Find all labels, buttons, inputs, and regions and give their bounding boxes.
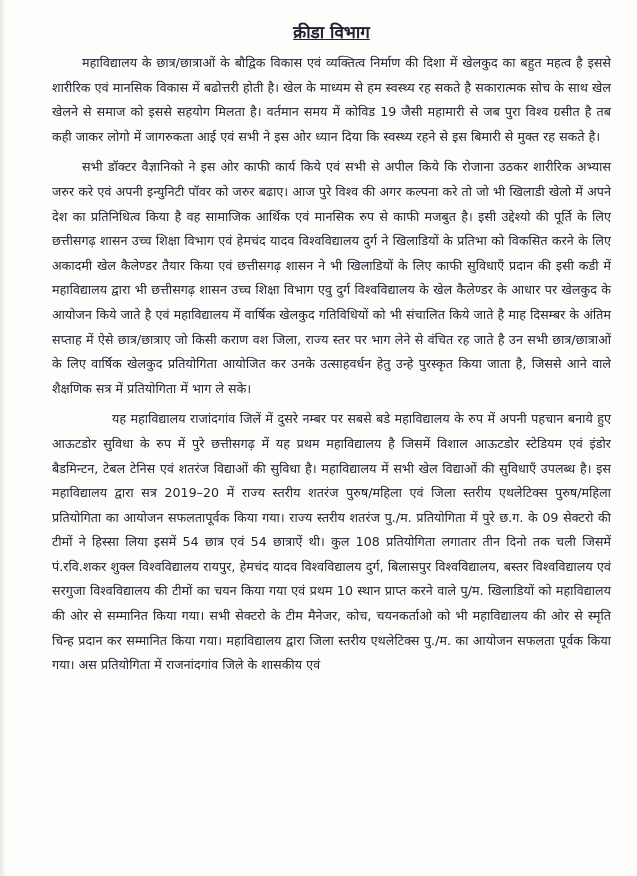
page-title <box>52 20 611 43</box>
page-title-text: क्रीडा विभाग <box>293 23 370 43</box>
page-edge-shadow <box>0 0 6 876</box>
paragraph-sports-calendar: सभी डॉक्टर वैज्ञानिको ने इस ओर काफी कार्य किये एवं सभी से अपील किये कि रोजाना उठकर शारीरिक अभ्यास जरुर करे एवं अपनी इन्युनिटी पॉवर को जरुर बढाए। आज पुरे विश्व की अगर कल्पना करे तो जो भी खिलाडी खेलो में अपने देश का प्रतिनिधित्व किया है वह सामाजिक आर्थिक एवं मानसिक रुप से काफी मजबुत है। इसी उद्देश्यो की पूर्ति के लिए छत्तीसगढ़ शासन उच्च शिक्षा विभाग एवं हेमचंद यादव विश्वविद्यालय दुर्ग ने खिलाडियों के प्रतिभा को विकसित करने के लिए अकादमी खेल कैलेण्डर तैयार किया एवं छत्तीसगढ़ शासन ने भी खिलाडियों के लिए काफी सुविधाएँ प्रदान की इसी कडी में महाविद्यालय द्वारा भी छत्तीसगढ़ शासन उच्च शिक्षा विभाग एवु दुर्ग विश्वविद्यालय के खेल कैलेण्डर के आधार पर खेलकुद के आयोजन किये जाते है एवं महाविद्यालय में वार्षिक खेलकुद गतिविधियों को भी संचालित किये जाते है माह दिसम्बर के अंतिम सप्ताह में ऐसे छात्र/छात्राए जो किसी कराण वश जिला, राज्य स्तर पर भाग लेने से वंचित रह जाते है उन सभी छात्र/छात्राओं के लिए वार्षिक खेलकुद प्रतियोगिता आयोजित कर उनके उत्साहवर्धन हेतु उन्हे पुरस्कृत किया जाता है, जिससे आने वाले शैक्षणिक सत्र में प्रतियोगिता में भाग ले सके। <box>52 159 611 396</box>
paragraph-intro: महाविद्यालय के छात्र/छात्राओं के बौद्विक विकास एवं व्यक्तित्व निर्माण की दिशा में खेलकुद का बहुत महत्व है इससे शारीरिक एवं मानसिक विकास में बढोत्तरी होती है। खेल के माध्यम से हम स्वस्थ्य रह सकते है सकारात्मक सोच के साथ खेल खेलने से समाज को इससे सहयोग मिलता है। वर्तमान समय में कोविड 19 जैसी महामारी से जब पुरा विश्व ग्रसीत है तब कही जाकर लोगो में जागरुकता आई एवं सभी ने इस ओर ध्यान दिया कि स्वस्थ्य रहने से इस बिमारी से मुक्त रह सकते है। <box>52 55 611 144</box>
paragraph-facilities: यह महाविद्यालय राजांदगांव जिलें में दुसरे नम्बर पर सबसे बडे महाविद्यालय के रुप में अपनी पहचान बनाये हुए आऊटडोर सुविधा के रुप में पुरे छत्तीसगढ़ में यह प्रथम महाविद्यालय है जिसमें विशाल आऊटडोर स्टेडियम एवं इंडोर बैडमिन्टन, टेबल टेनिस एवं शतरंज विद्याओं की सुविधा है। महाविद्यालय में सभी खेल विद्याओं की सुविधाएँ उपलब्ध है। इस महाविद्यालय द्वारा सत्र 2019–20 में राज्य स्तरीय शतरंज पुरुष/महिला एवं जिला स्तरीय एथलेटिक्स पुरुष/महिला प्रतियोगिता का आयोजन सफलतापूर्वक किया गया। राज्य स्तरीय शतरंज पु./म. प्रतियोगिता में पुरे छ.ग. के 09 सेक्टरो की टीमों ने हिस्सा लिया इसमें 54 छात्र एवं 54 छात्राऐं थी। कुल 108 प्रतियोगिता लगातार तीन दिनो तक चली जिसमें पं.रवि.शकर शुक्ल विश्वविद्यालय रायपुर, हेमचंद यादव विश्वविद्यालय दुर्ग, बिलासपुर विश्वविद्यालय, बस्तर विश्वविद्यालय एवं सरगुजा विश्वविद्यालय की टीमों का चयन किया गया एवं प्रथम 10 स्थान प्राप्त करने वाले पु/म. खिलाडियों को महाविद्यालय की ओर से सम्मानित किया गया। सभी सेक्टरो के टीम मैनेजर, कोच, चयनकर्ताओ को भी महाविद्यालय की ओर से स्मृति चिन्ह प्रदान कर सम्मानित किया गया। महाविद्यालय द्वारा जिला स्तरीय एथलेटिक्स पु./म. का आयोजन सफलता पूर्वक किया गया। अस प्रतियोगिता में राजनांदगांव जिले के शासकीय एवं <box>52 411 611 673</box>
